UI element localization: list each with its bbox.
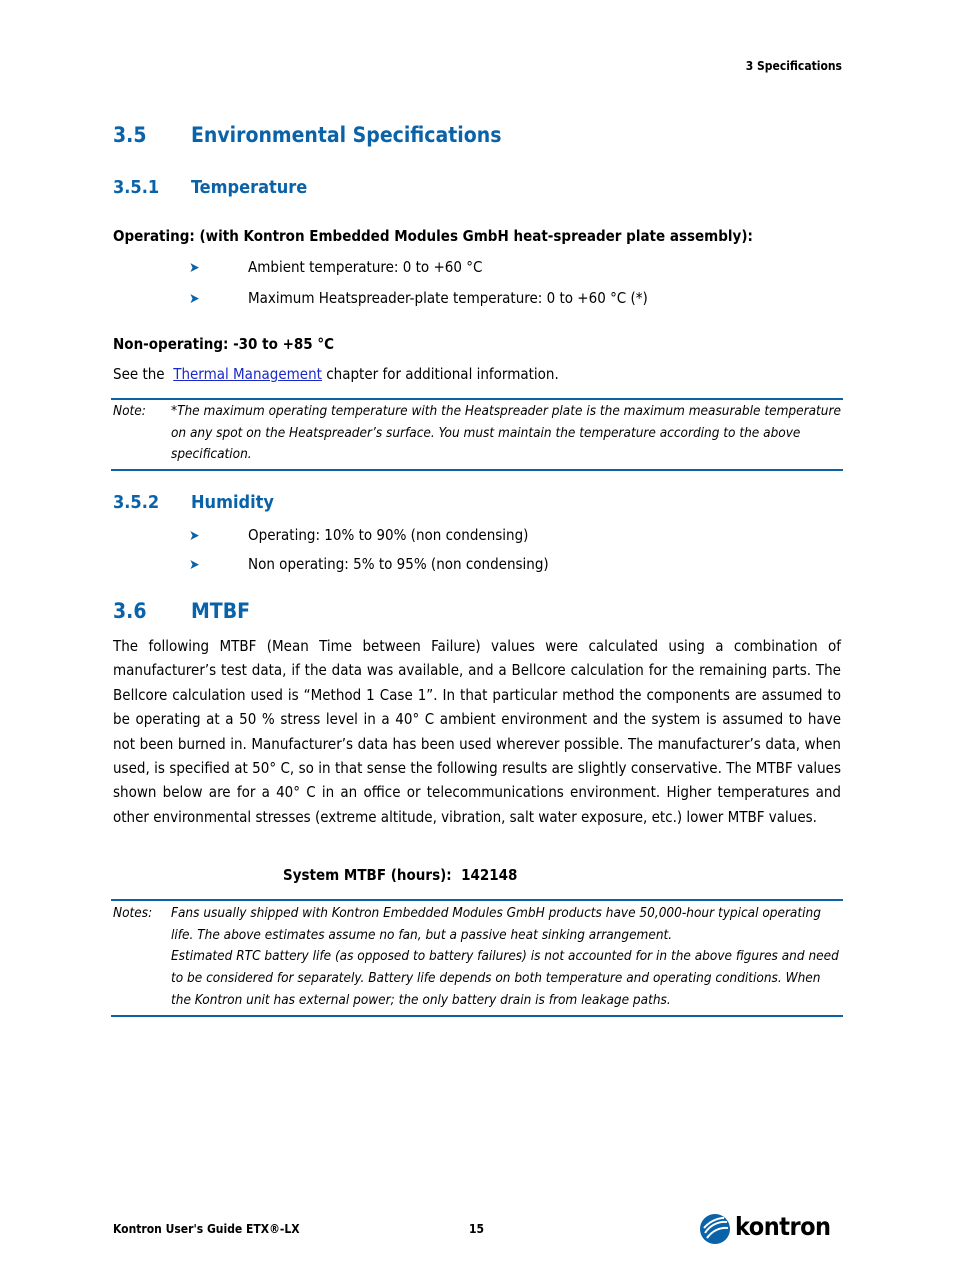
system-mtbf-value: 142148 (461, 866, 518, 884)
arrow-bullet-icon: ➤ (189, 260, 200, 276)
note-box (111, 398, 843, 471)
notes-box (111, 899, 843, 1017)
section-title: Environmental Specifications (191, 123, 502, 147)
page-number: 15 (469, 1222, 485, 1236)
notes-text-1: Fans usually shipped with Kontron Embedded Modules GmbH products have 50,000-hour typical operating life. The above estimates assume no fan, but a passive heat sinking arrangement. (171, 905, 821, 943)
note-text: *The maximum operating temperature with the Heatspreader plate is the maximum measurable temperature on any spot on the Heatspreader’s surface. You must maintain the temperature according to the above specification. (171, 403, 841, 463)
section-heading-3-6 (113, 599, 250, 623)
kontron-logo-icon (699, 1213, 731, 1245)
section-number: 3.5 (113, 123, 147, 147)
thermal-management-link[interactable]: Thermal Management (173, 365, 322, 383)
bullet-text: Non operating: 5% to 95% (non condensing) (248, 555, 549, 573)
non-operating-heading: Non-operating: -30 to +85 °C (113, 335, 334, 353)
bullet-item (189, 555, 549, 573)
system-mtbf-label: System MTBF (hours): (283, 866, 452, 884)
bullet-item (189, 526, 528, 544)
section-number: 3.6 (113, 599, 147, 623)
see-line (113, 365, 559, 383)
section-heading-3-5-1 (113, 177, 307, 198)
notes-label: Notes: (113, 905, 153, 921)
footer-title: Kontron User's Guide ETX®-LX (113, 1222, 300, 1236)
bullet-text: Operating: 10% to 90% (non condensing) (248, 526, 529, 544)
section-number: 3.5.1 (113, 177, 160, 198)
section-title: Temperature (191, 177, 308, 198)
mtbf-paragraph: The following MTBF (Mean Time between Failure) values were calculated using a combination of manufacturer’s test data, if the data was available, and a Bellcore calculation for the remaining parts. The Bellcore calculation used is “Method 1 Case 1”. In that particular method the components are assumed to be operating at a 50 % stress level in a 40° C ambient environment and the system is assumed to have not been burned in. Manufacturer’s data has been used wherever possible. The manufacturer’s data, when used, is specified at 50° C, so in that sense the following results are slightly conservative. The MTBF values shown below are for a 40° C in an office or telecommunications environment. Higher temperatures and other environmental stresses (extreme altitude, vibration, salt water exposure, etc.) lower MTBF values. (113, 637, 841, 826)
system-mtbf-line (283, 866, 517, 884)
operating-heading: Operating: (with Kontron Embedded Modules GmbH heat-spreader plate assembly): (113, 227, 753, 245)
section-heading-3-5 (113, 123, 501, 147)
kontron-logo-text: kontron (735, 1212, 831, 1241)
section-heading-3-5-2 (113, 492, 274, 513)
running-header: 3 Specifications (745, 59, 842, 73)
arrow-bullet-icon: ➤ (189, 528, 200, 544)
bullet-item (189, 258, 482, 276)
section-title: Humidity (191, 492, 274, 513)
bullet-text: Maximum Heatspreader-plate temperature: 0 to +60 °C (*) (248, 289, 648, 307)
note-label: Note: (113, 403, 146, 419)
arrow-bullet-icon: ➤ (189, 291, 200, 307)
section-number: 3.5.2 (113, 492, 160, 513)
notes-text-2: Estimated RTC battery life (as opposed to battery failures) is not accounted for in the above figures and need to be considered for separately. Battery life depends on both temperature and operating conditions. When the Kontron unit has external power; the only battery drain is from leakage paths. (171, 948, 839, 1008)
section-title: MTBF (191, 599, 251, 623)
see-prefix: See the (113, 365, 169, 383)
bullet-text: Ambient temperature: 0 to +60 °C (248, 258, 483, 276)
arrow-bullet-icon: ➤ (189, 557, 200, 573)
bullet-item (189, 289, 648, 307)
kontron-logo (699, 1212, 844, 1246)
see-suffix: chapter for additional information. (321, 365, 559, 383)
